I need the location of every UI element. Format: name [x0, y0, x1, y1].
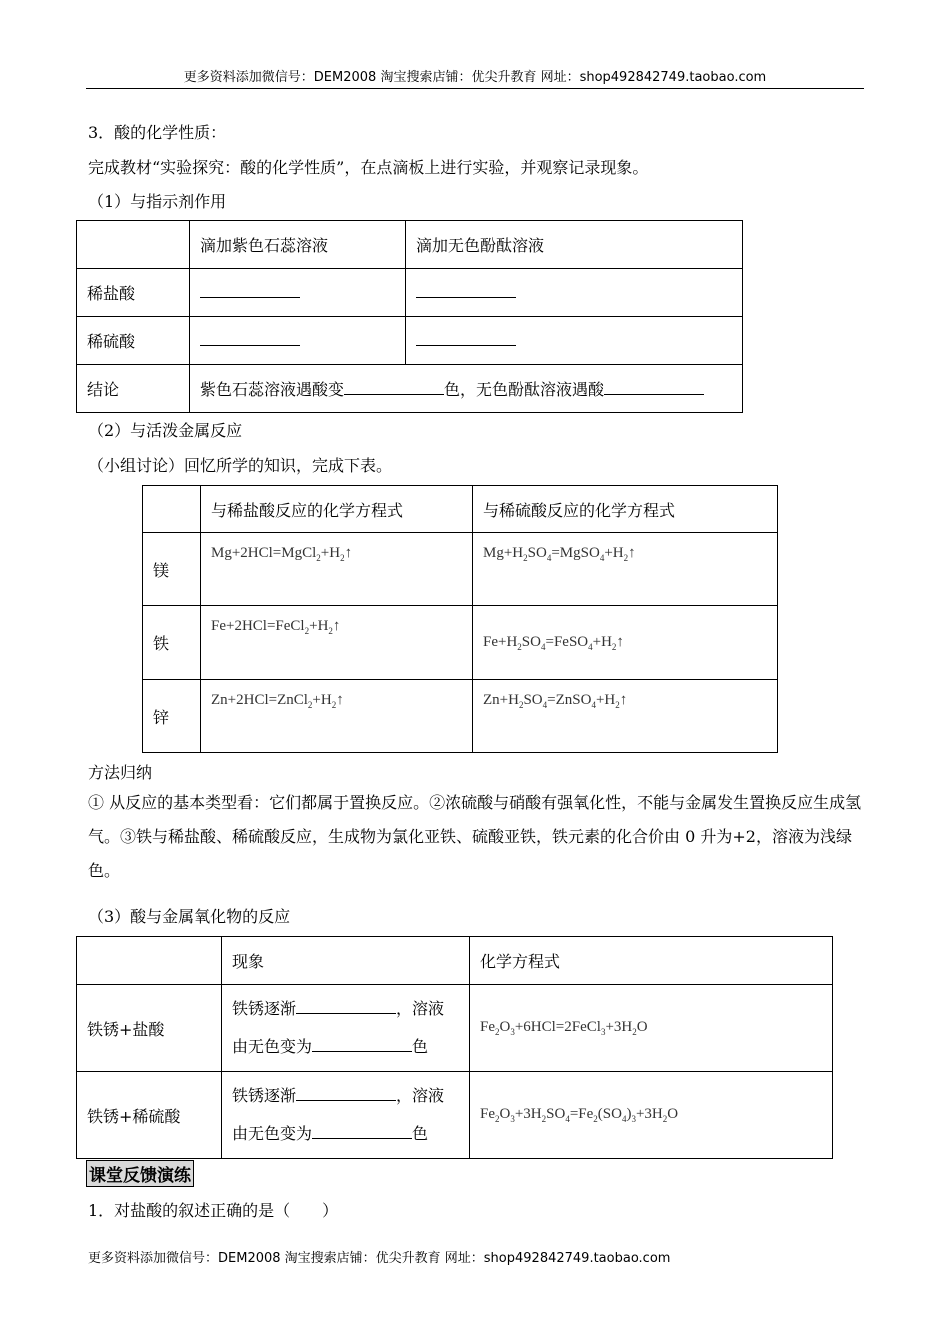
col-equation: 化学方程式 [470, 937, 833, 985]
part2-title: （2）与活泼金属反应 [88, 421, 243, 440]
blank[interactable] [200, 283, 300, 298]
col-phenomenon: 现象 [222, 937, 470, 985]
indicator-table [76, 220, 743, 413]
metal-name: 锌 [143, 680, 201, 753]
question-1: 1．对盐酸的叙述正确的是（ ） [88, 1201, 339, 1220]
row-h2so4: 稀硫酸 [77, 317, 190, 365]
metal-table [142, 485, 778, 753]
metal-name: 铁 [143, 606, 201, 680]
row-name: 铁锈+稀硫酸 [77, 1072, 222, 1159]
part1-title: （1）与指示剂作用 [88, 192, 227, 211]
method-text: ① 从反应的基本类型看：它们都属于置换反应。②浓硫酸与硝酸有强氧化性，不能与金属发生置换反应生成氢气。③铁与稀盐酸、稀硫酸反应，生成物为氯化亚铁、硫酸亚铁，铁元素的化合价由 0 升为+2，溶液为浅绿色。 [88, 793, 862, 880]
equation: $Fe+H_2SO_4=FeSO_4+H_2↑$ [473, 606, 778, 680]
blank[interactable] [296, 999, 396, 1014]
row-conclusion: 结论 [77, 365, 190, 413]
blank[interactable] [200, 331, 300, 346]
equation: $Zn+2HCl=ZnCl_2+H_2↑$ [201, 680, 473, 753]
blank[interactable] [416, 283, 516, 298]
col-litmus: 滴加紫色石蕊溶液 [190, 221, 406, 269]
equation: $Fe_2O_3+3H_2SO_4=Fe_2(SO_4)_3+3H_2O$ [470, 1072, 833, 1159]
blank[interactable] [344, 380, 444, 395]
discussion-text: （小组讨论）回忆所学的知识，完成下表。 [88, 456, 393, 475]
section-3-title: 3．酸的化学性质： [88, 123, 227, 142]
feedback-section-title: 课堂反馈演练 [86, 1160, 194, 1187]
page-header: 更多资料添加微信号：DEM2008 淘宝搜索店铺：优尖升教育 网址：shop492842749.taobao.com [86, 66, 864, 89]
part3-title: （3）酸与金属氧化物的反应 [88, 907, 291, 926]
intro-text: 完成教材“实验探究：酸的化学性质”，在点滴板上进行实验，并观察记录现象。 [88, 158, 649, 177]
blank[interactable] [296, 1086, 396, 1101]
equation: $Mg+2HCl=MgCl_2+H_2↑$ [201, 533, 473, 606]
conclusion-cell: 紫色石蕊溶液遇酸变 色，无色酚酞溶液遇酸 [190, 365, 743, 413]
row-hcl: 稀盐酸 [77, 269, 190, 317]
blank[interactable] [312, 1124, 412, 1139]
row-name: 铁锈+盐酸 [77, 985, 222, 1072]
col-hcl: 与稀盐酸反应的化学方程式 [201, 486, 473, 533]
equation: $Fe+2HCl=FeCl_2+H_2↑$ [201, 606, 473, 680]
col-h2so4: 与稀硫酸反应的化学方程式 [473, 486, 778, 533]
oxide-table [76, 936, 833, 1159]
metal-name: 镁 [143, 533, 201, 606]
equation: $Zn+H_2SO_4=ZnSO_4+H_2↑$ [473, 680, 778, 753]
equation: $Mg+H_2SO_4=MgSO_4+H_2↑$ [473, 533, 778, 606]
phenomenon-cell: 铁锈逐渐 ，溶液 由无色变为 色 [222, 985, 470, 1072]
method-title: 方法归纳 [88, 763, 153, 782]
blank[interactable] [312, 1037, 412, 1052]
blank[interactable] [604, 380, 704, 395]
equation: $Fe_2O_3+6HCl=2FeCl_3+3H_2O$ [470, 985, 833, 1072]
page-footer: 更多资料添加微信号：DEM2008 淘宝搜索店铺：优尖升教育 网址：shop492842749.taobao.com [88, 1251, 671, 1266]
col-phenol: 滴加无色酚酞溶液 [406, 221, 743, 269]
blank[interactable] [416, 331, 516, 346]
phenomenon-cell: 铁锈逐渐 ，溶液 由无色变为 色 [222, 1072, 470, 1159]
